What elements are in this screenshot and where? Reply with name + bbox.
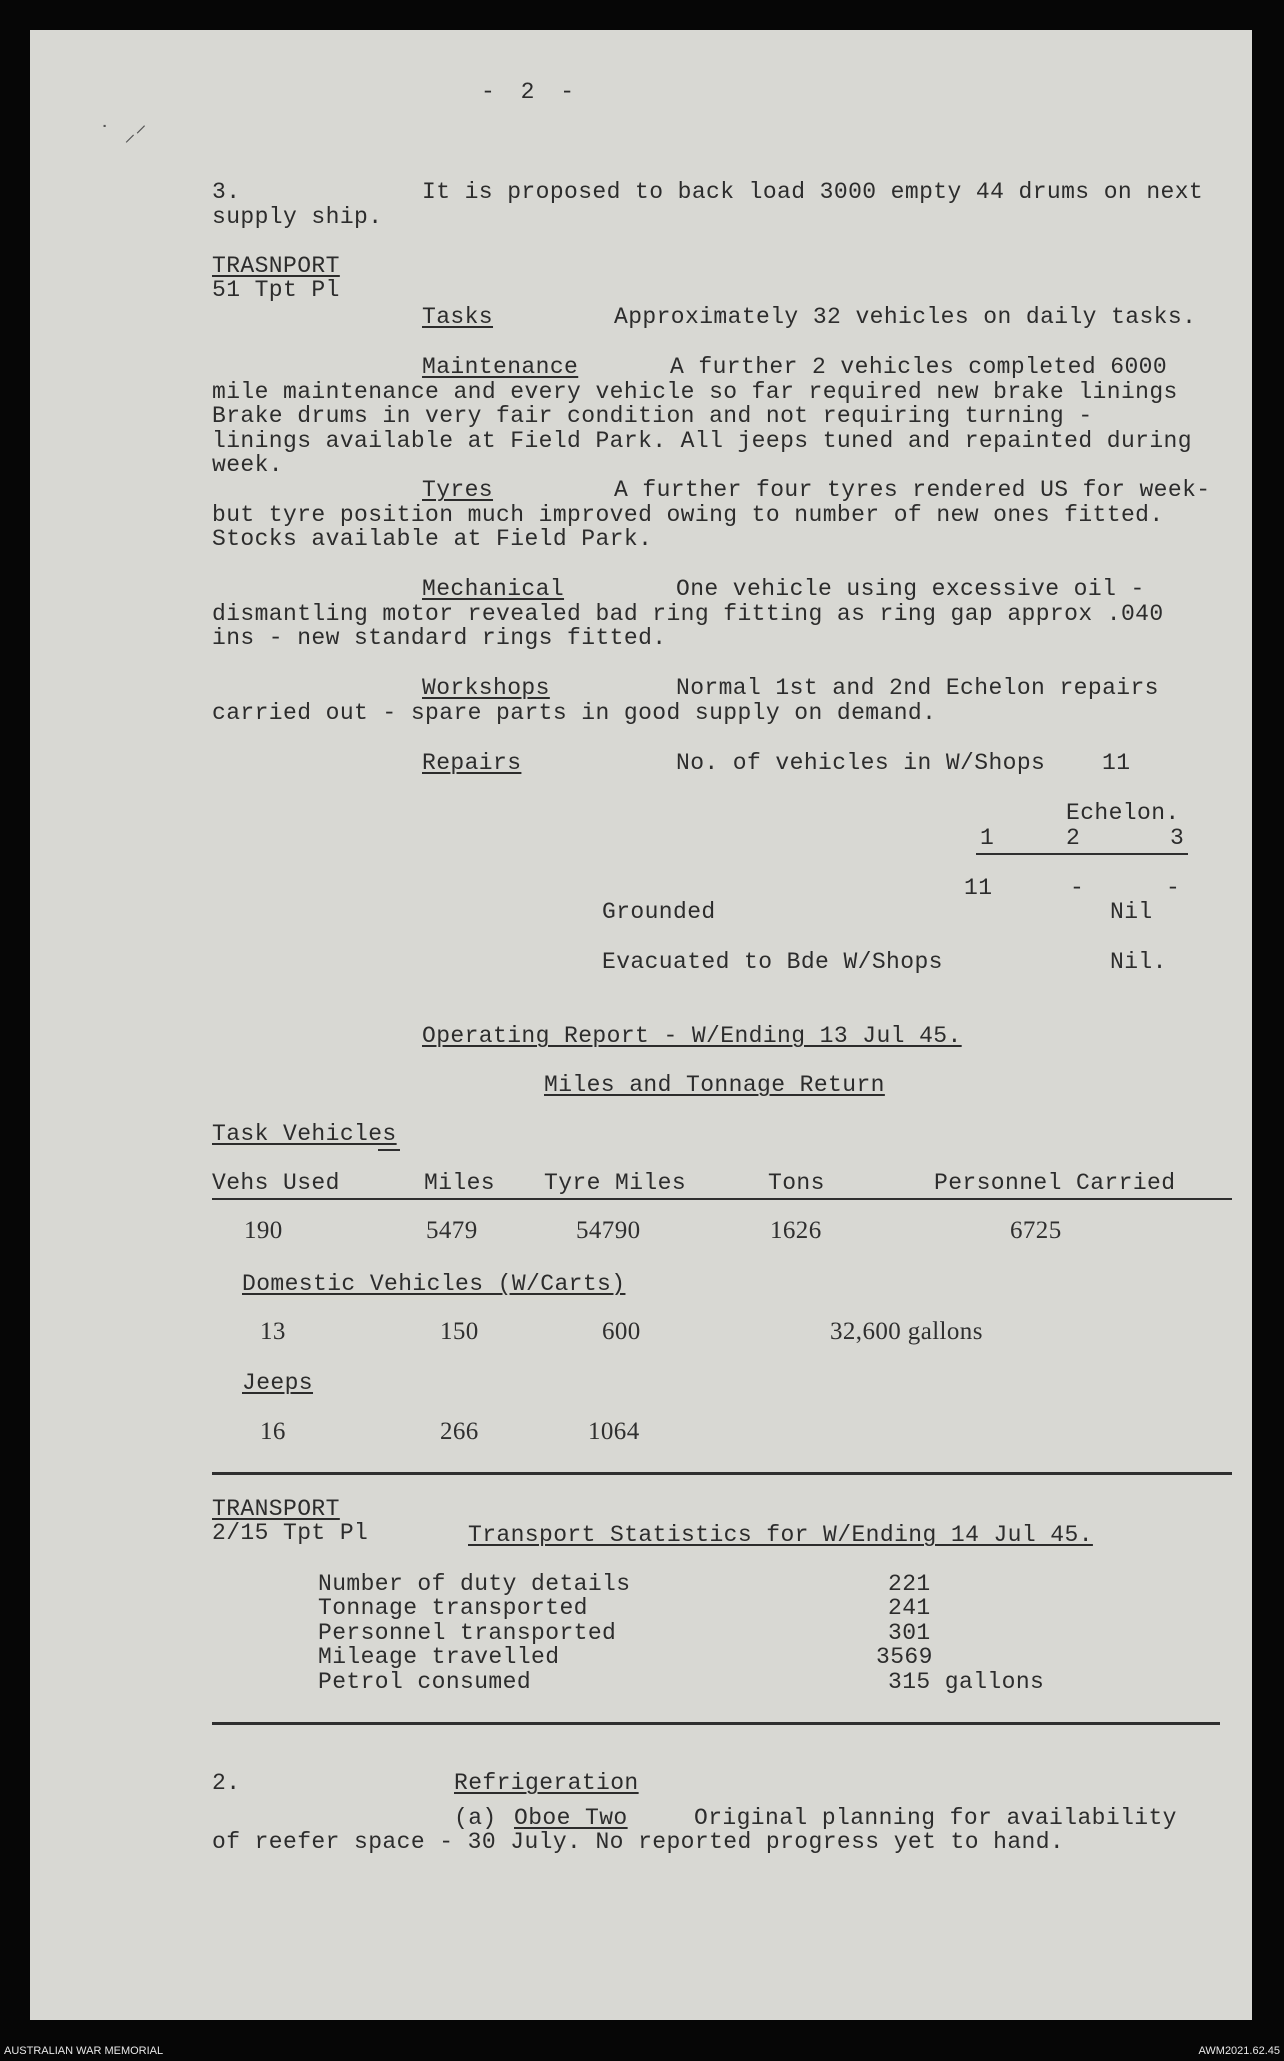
section-divider xyxy=(212,1472,1232,1475)
grounded-label: Grounded xyxy=(602,899,716,925)
transport-unit: 51 Tpt Pl xyxy=(212,277,340,303)
workshops-label: Workshops xyxy=(422,675,550,701)
maintenance-line: Brake drums in very fair condition and not requiring turning - xyxy=(212,403,1093,429)
domestic-cell: 13 xyxy=(260,1318,286,1345)
repairs-label: Repairs xyxy=(422,750,522,776)
tasks-text: Approximately 32 vehicles on daily tasks. xyxy=(614,304,1197,330)
refrigeration-line-1: Original planning for availability xyxy=(694,1805,1177,1831)
stat-label: Personnel transported xyxy=(318,1620,617,1646)
footer-right: AWM2021.62.45 xyxy=(1198,2045,1280,2057)
echelon-value: 11 xyxy=(964,875,993,901)
jeeps-cell: 1064 xyxy=(588,1418,640,1445)
mechanical-line: ins - new standard rings fitted. xyxy=(212,625,667,651)
miles-tonnage-title: Miles and Tonnage Return xyxy=(544,1072,885,1098)
workshops-line: carried out - spare parts in good supply on demand. xyxy=(212,700,937,726)
domestic-vehicles-label: Domestic Vehicles (W/Carts) xyxy=(242,1271,626,1297)
stat-label: Number of duty details xyxy=(318,1571,631,1597)
stat-value: 301 xyxy=(888,1620,931,1646)
mechanical-line: One vehicle using excessive oil - xyxy=(676,576,1145,602)
evacuated-label: Evacuated to Bde W/Shops xyxy=(602,949,943,975)
page-number: - 2 - xyxy=(481,79,581,105)
stat-label: Tonnage transported xyxy=(318,1595,588,1621)
task-cell: 190 xyxy=(244,1217,283,1244)
mechanical-line: dismantling motor revealed bad ring fitting as ring gap approx .040 xyxy=(212,601,1164,627)
maintenance-line: mile maintenance and every vehicle so far required new brake linings xyxy=(212,379,1178,405)
stat-value: 3569 xyxy=(876,1644,933,1670)
ink-mark: ˙ ⸝⸍ xyxy=(98,123,147,148)
task-vehicles-underline xyxy=(378,1149,400,1151)
task-cell: 6725 xyxy=(1010,1217,1062,1244)
maintenance-line: week. xyxy=(212,452,284,478)
tasks-label: Tasks xyxy=(422,304,494,330)
section-3-line-2: supply ship. xyxy=(212,204,383,230)
stat-label: Mileage travelled xyxy=(318,1644,560,1670)
maintenance-line: A further 2 vehicles completed 6000 xyxy=(670,354,1168,380)
workshops-line: Normal 1st and 2nd Echelon repairs xyxy=(676,675,1159,701)
transport-2-heading: TRANSPORT xyxy=(212,1496,340,1522)
column-header: Tons xyxy=(768,1170,825,1196)
echelon-label: Echelon. xyxy=(1066,800,1180,826)
task-cell: 1626 xyxy=(770,1217,822,1244)
maintenance-label: Maintenance xyxy=(422,354,579,380)
footer-left: AUSTRALIAN WAR MEMORIAL xyxy=(4,2045,164,2057)
oboe-two-label: Oboe Two xyxy=(514,1805,628,1831)
jeeps-cell: 16 xyxy=(260,1418,286,1445)
domestic-cell: 32,600 gallons xyxy=(830,1318,983,1345)
refrigeration-item-prefix: (a) xyxy=(454,1805,497,1831)
refrigeration-line-2: of reefer space - 30 July. No reported progress yet to hand. xyxy=(212,1829,1065,1855)
task-cell: 54790 xyxy=(576,1217,641,1244)
section-3-line-1: It is proposed to back load 3000 empty 44 drums on next xyxy=(422,179,1204,205)
transport-statistics-title: Transport Statistics for W/Ending 14 Jul 45. xyxy=(468,1522,1093,1548)
evacuated-value: Nil. xyxy=(1110,949,1167,975)
stat-value: 241 xyxy=(888,1595,931,1621)
tyres-line: Stocks available at Field Park. xyxy=(212,526,653,552)
repairs-text: No. of vehicles in W/Shops xyxy=(676,750,1046,776)
section-3-number: 3. xyxy=(212,179,241,205)
transport-2-unit: 2/15 Tpt Pl xyxy=(212,1520,369,1546)
task-vehicles-label: Task Vehicles xyxy=(212,1121,397,1147)
column-header: Personnel Carried xyxy=(934,1170,1176,1196)
jeeps-label: Jeeps xyxy=(242,1370,314,1396)
stat-label: Petrol consumed xyxy=(318,1669,532,1695)
grounded-value: Nil xyxy=(1110,899,1153,925)
echelon-value: - xyxy=(1166,875,1181,901)
document-page xyxy=(30,30,1252,2020)
task-cell: 5479 xyxy=(426,1217,478,1244)
operating-report-title: Operating Report - W/Ending 13 Jul 45. xyxy=(422,1023,962,1049)
maintenance-line: linings available at Field Park. All jeeps tuned and repainted during xyxy=(212,428,1192,454)
column-header-underline xyxy=(212,1198,1232,1200)
repairs-count: 11 xyxy=(1102,750,1131,776)
column-header: Tyre Miles xyxy=(544,1170,687,1196)
stat-value: 315 gallons xyxy=(888,1669,1045,1695)
jeeps-cell: 266 xyxy=(440,1418,479,1445)
tyres-line: A further four tyres rendered US for week- xyxy=(614,477,1211,503)
column-header: Vehs Used xyxy=(212,1170,340,1196)
column-header: Miles xyxy=(424,1170,496,1196)
section-divider xyxy=(212,1722,1220,1725)
echelon-value: - xyxy=(1070,875,1085,901)
section-2-number: 2. xyxy=(212,1770,241,1796)
mechanical-label: Mechanical xyxy=(422,576,565,602)
tyres-line: but tyre position much improved owing to number of new ones fitted. xyxy=(212,502,1164,528)
domestic-cell: 600 xyxy=(602,1318,641,1345)
transport-heading: TRASNPORT xyxy=(212,253,340,279)
echelon-col: 3 xyxy=(1170,825,1185,851)
domestic-cell: 150 xyxy=(440,1318,479,1345)
stat-value: 221 xyxy=(888,1571,931,1597)
echelon-underline xyxy=(976,853,1188,855)
echelon-col: 2 xyxy=(1066,825,1081,851)
echelon-col: 1 xyxy=(980,825,995,851)
tyres-label: Tyres xyxy=(422,477,494,503)
refrigeration-heading: Refrigeration xyxy=(454,1770,639,1796)
